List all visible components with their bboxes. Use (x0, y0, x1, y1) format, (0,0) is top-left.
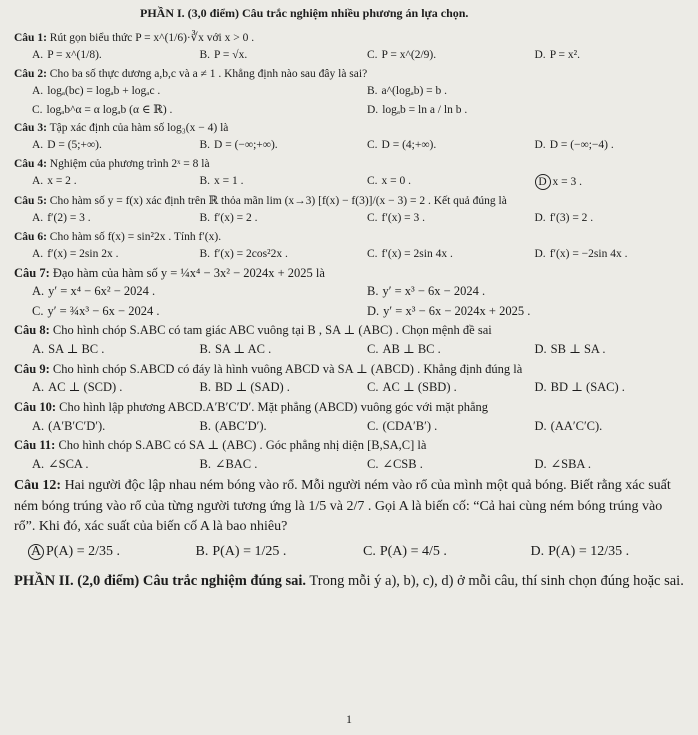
part2-text: Trong mỗi ý a), b), c), d) ở mỗi câu, thí sinh chọn đúng hoặc sai. (309, 572, 684, 589)
question-number: Câu 1: (14, 32, 47, 44)
question-10: Câu 10: Cho hình lập phương ABCD.A′B′C′D′. Mặt phẳng (ABCD) vuông góc với mặt phẳng A. (A′B′C′D′). B. (ABC′D′). C. (CDA′B′) . D. (AA′C′C). (14, 400, 684, 434)
question-1 (14, 31, 684, 63)
selected-answer-circle: D (535, 174, 551, 190)
option-d[interactable]: D. D = (−∞;−4) . (534, 139, 614, 152)
option-d-selected[interactable]: D x = 3 . (517, 174, 685, 190)
answer-options (14, 84, 684, 98)
option-b[interactable]: B. a^(logₐb) = b . (367, 85, 448, 98)
part1-heading: PHẦN I. (3,0 điểm) Câu trắc nghiệm nhiều phương án lựa chọn. (140, 6, 469, 20)
answer-options (14, 542, 684, 562)
option-a[interactable]: A. AC ⊥ (SCD) . (32, 380, 123, 395)
question-3: Câu 3: Tập xác định của hàm số log₃(x − 4) là A. D = (5;+∞). B. D = (−∞;+∞). C. D = (4;+∞). D. D = (−∞;−4) . (14, 121, 684, 153)
option-c[interactable]: C. P = x^(2/9). (367, 49, 437, 62)
option-b[interactable]: B. P = √x. (199, 49, 248, 62)
option-c[interactable]: C. (CDA′B′) . (367, 418, 438, 433)
answer-options (14, 457, 684, 473)
option-a[interactable]: A. y′ = x⁴ − 6x² − 2024 . (32, 284, 156, 299)
question-text: Rút gọn biểu thức P = x^(1/6)·∛x với x > 0 . (49, 32, 255, 44)
option-c[interactable]: C. AC ⊥ (SBD) . (367, 380, 457, 395)
option-d[interactable]: D. f′(3) = 2 . (534, 212, 594, 225)
question-5: Câu 5: Cho hàm số y = f(x) xác định trên ℝ thỏa mãn lim (x→3) [f(x) − f(3)]/(x − 3) = 2 . Kết quả đúng là A. f′(2) = 3 . B. f′(x) = 2 . C. f′(x) = 3 . D. f′(3) = 2 . (14, 194, 684, 226)
option-b[interactable]: B. ∠BAC . (199, 456, 258, 471)
option-a[interactable]: A. logₐ(bc) = logₐb + logₐc . (32, 85, 161, 98)
option-d[interactable]: D. y′ = x³ − 6x − 2024x + 2025 . (367, 303, 531, 318)
option-a[interactable]: A. D = (5;+∞). (32, 139, 102, 152)
option-a[interactable]: A. f′(2) = 3 . (32, 212, 91, 225)
option-a[interactable]: A. (A′B′C′D′). (32, 418, 106, 433)
option-c[interactable]: C. AB ⊥ BC . (367, 342, 441, 356)
selected-answer-circle: A (28, 544, 44, 560)
option-c[interactable]: C. logₐb^α = α logₐb (α ∈ ℝ) . (32, 103, 173, 116)
answer-options (14, 304, 684, 320)
option-d[interactable]: D. (AA′C′C). (534, 418, 603, 433)
page-number: 1 (346, 712, 352, 726)
answer-options (14, 211, 684, 225)
option-d[interactable]: D. f′(x) = −2sin 4x . (534, 248, 628, 261)
option-a-selected[interactable]: A P(A) = 2/35 . (14, 542, 182, 562)
option-a[interactable]: A. ∠SCA . (32, 456, 89, 471)
option-a[interactable]: A. P = x^(1/8). (32, 49, 102, 62)
question-2: Câu 2: Cho ba số thực dương a,b,c và a ≠ 1 . Khẳng định nào sau đây là sai? A. logₐ(bc) = logₐb + logₐc . B. a^(logₐb) = b . C. logₐb^α = α logₐb (α ∈ ℝ) . D. logₐb = ln a / ln b . (14, 67, 684, 117)
option-c[interactable]: C. f′(x) = 3 . (367, 212, 426, 225)
option-d[interactable]: D. P = x². (534, 49, 580, 62)
question-12: Câu 12: Hai người độc lập nhau ném bóng vào rổ. Mỗi người ném vào rổ của mình một quả bóng. Biết rằng xác suất ném bóng trúng vào rổ của từng người tương ứng là 1/5 và 2/7 . Gọi A là biến cố: “Cả hai cùng ném bóng trúng vào rổ”. Khi đó, xác suất của biến cố A là bao nhiêu? A P(A) = 2/35 . B. P(A) = 1/25 . C. P(A) = 4/5 . D. P(A) = 12/35 . (14, 476, 684, 562)
option-a[interactable]: A. SA ⊥ BC . (32, 342, 105, 356)
answer-options (14, 380, 684, 396)
option-b[interactable]: B. y′ = x³ − 6x − 2024 . (367, 284, 486, 299)
answer-options (14, 174, 684, 190)
option-c[interactable]: C. x = 0 . (367, 175, 412, 187)
option-b[interactable]: B. f′(x) = 2cos²2x . (199, 248, 288, 261)
option-b[interactable]: B. (ABC′D′). (199, 418, 267, 433)
option-b[interactable]: B. f′(x) = 2 . (199, 212, 258, 225)
question-4: Câu 4: Nghiệm của phương trình 2ˣ = 8 là A. x = 2 . B. x = 1 . C. x = 0 . D x = 3 . (14, 157, 684, 190)
part2-intro (14, 571, 684, 592)
option-c[interactable]: C. f′(x) = 2sin 4x . (367, 248, 453, 261)
part2-heading: PHẦN II. (2,0 điểm) Câu trắc nghiệm đúng sai. (14, 572, 307, 589)
answer-options (14, 419, 684, 435)
answer-options (14, 342, 684, 358)
option-b[interactable]: B. P(A) = 1/25 . (195, 544, 287, 560)
question-6: Câu 6: Cho hàm số f(x) = sin²2x . Tính f′(x). A. f′(x) = 2sin 2x . B. f′(x) = 2cos²2x . C. f′(x) = 2sin 4x . D. f′(x) = −2sin 4x . (14, 230, 684, 262)
question-7: Câu 7: Đạo hàm của hàm số y = ¼x⁴ − 3x² − 2024x + 2025 là A. y′ = x⁴ − 6x² − 2024 . B. y′ = x³ − 6x − 2024 . C. y′ = ¾x³ − 6x − 2024 . D. y′ = x³ − 6x − 2024x + 2025 . (14, 266, 684, 320)
answer-options (14, 138, 684, 152)
option-c[interactable]: C. y′ = ¾x³ − 6x − 2024 . (32, 303, 160, 318)
option-b[interactable]: B. D = (−∞;+∞). (199, 139, 278, 152)
answer-options (14, 103, 684, 117)
answer-options (14, 48, 684, 62)
answer-options (14, 247, 684, 261)
option-c[interactable]: C. P(A) = 4/5 . (363, 544, 447, 560)
option-b[interactable]: B. BD ⊥ (SAD) . (199, 380, 290, 395)
option-d[interactable]: D. ∠SBA . (534, 456, 592, 471)
option-a[interactable]: A. f′(x) = 2sin 2x . (32, 248, 119, 261)
option-c[interactable]: C. D = (4;+∞). (367, 139, 437, 152)
question-8: Câu 8: Cho hình chóp S.ABC có tam giác ABC vuông tại B , SA ⊥ (ABC) . Chọn mệnh đề sai A. SA ⊥ BC . B. SA ⊥ AC . C. AB ⊥ BC . D. SB ⊥ SA . (14, 323, 684, 357)
option-a[interactable]: A. x = 2 . (32, 175, 77, 187)
question-9: Câu 9: Cho hình chóp S.ABCD có đáy là hình vuông ABCD và SA ⊥ (ABCD) . Khẳng định đúng là A. AC ⊥ (SCD) . B. BD ⊥ (SAD) . C. AC ⊥ (SBD) . D. BD ⊥ (SAC) . (14, 362, 684, 396)
option-c[interactable]: C. ∠CSB . (367, 456, 423, 471)
option-d[interactable]: D. P(A) = 12/35 . (530, 544, 630, 560)
option-b[interactable]: B. SA ⊥ AC . (199, 342, 272, 356)
option-d[interactable]: D. BD ⊥ (SAC) . (534, 380, 625, 395)
option-d[interactable]: D. logₐb = ln a / ln b . (367, 103, 468, 116)
option-b[interactable]: B. x = 1 . (199, 175, 244, 187)
answer-options (14, 284, 684, 300)
question-11: Câu 11: Cho hình chóp S.ABC có SA ⊥ (ABC) . Góc phẳng nhị diện [B,SA,C] là A. ∠SCA . B. ∠BAC . C. ∠CSB . D. ∠SBA . (14, 438, 684, 472)
option-d[interactable]: D. SB ⊥ SA . (534, 342, 606, 356)
